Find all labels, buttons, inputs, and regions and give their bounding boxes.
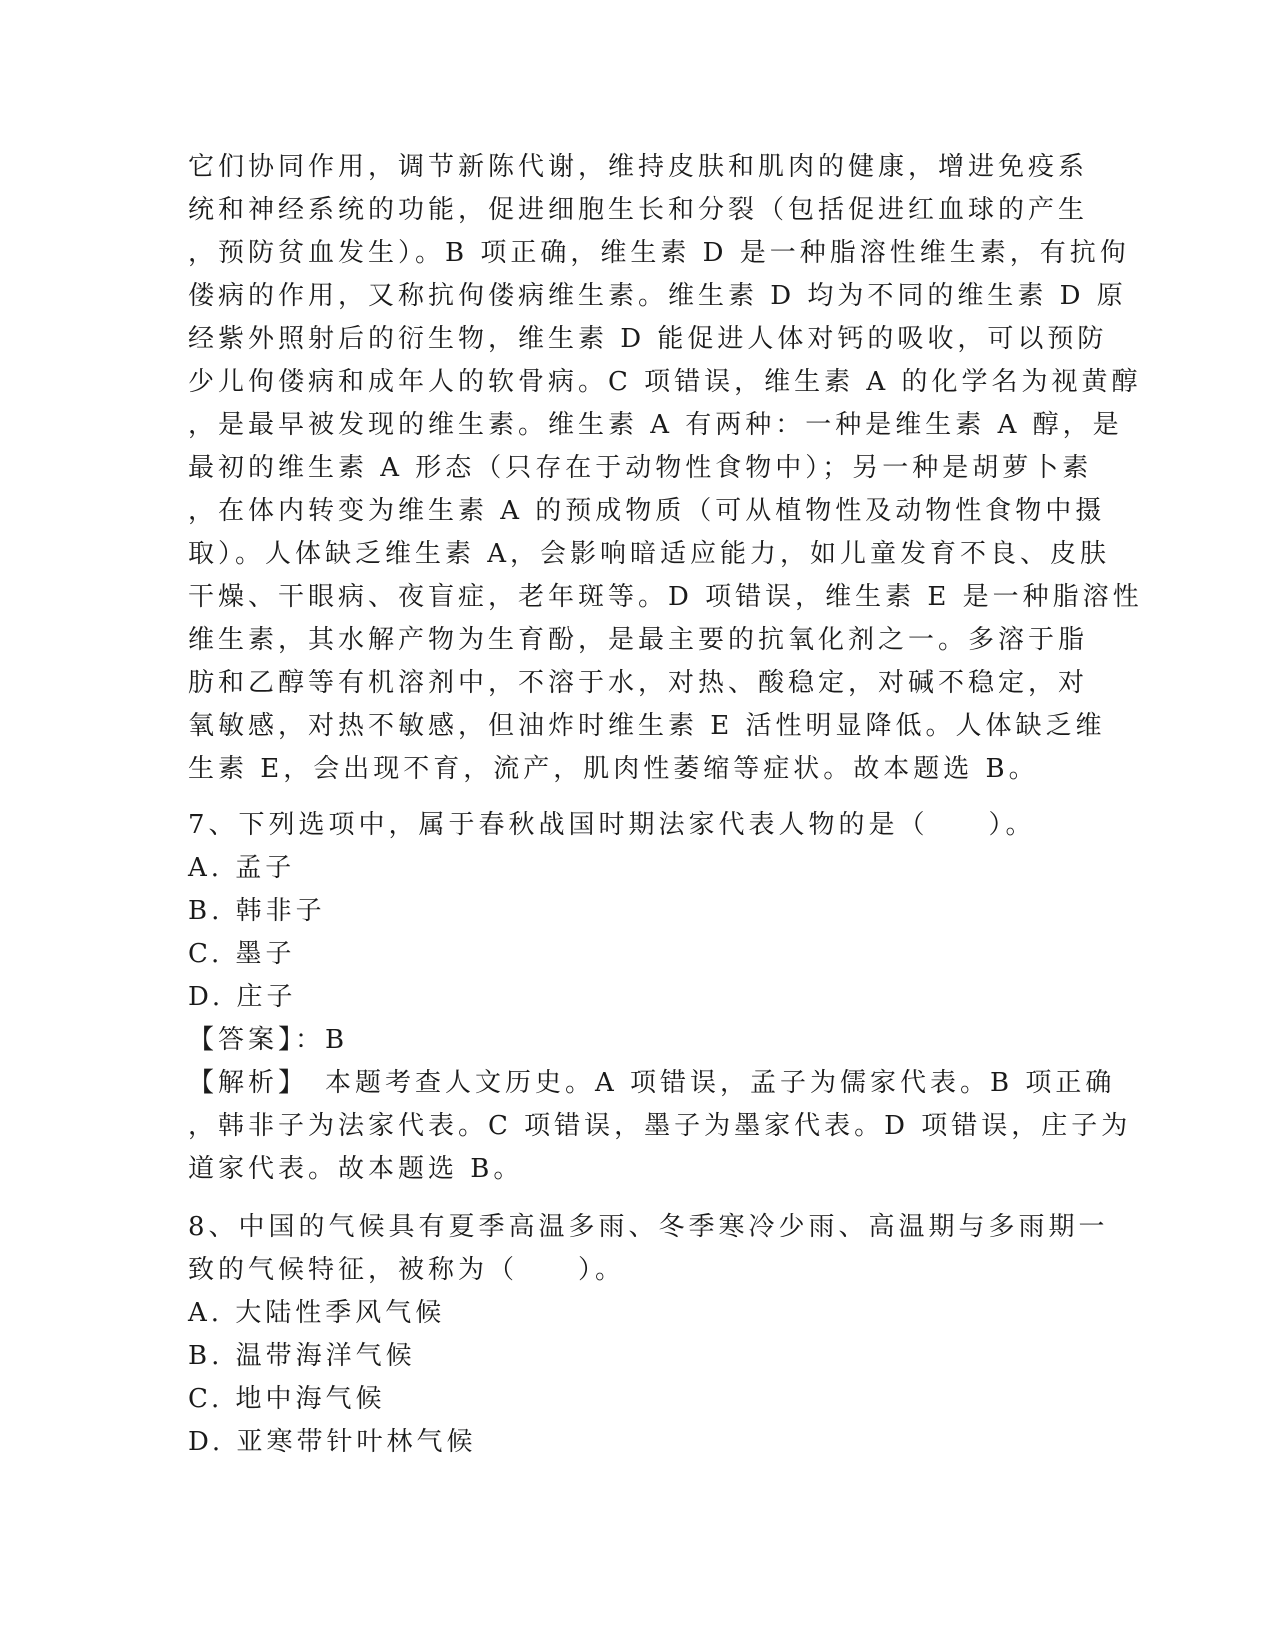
- explanation-line: 经紫外照射后的衍生物，维生素 D 能促进人体对钙的吸收，可以预防: [188, 324, 1108, 354]
- option-c: C. 地中海气候: [188, 1384, 386, 1414]
- option-a: A. 孟子: [188, 853, 296, 883]
- question-stem: 致的气候特征，被称为（ ）。: [188, 1255, 626, 1285]
- analysis-line: 道家代表。故本题选 B。: [188, 1154, 524, 1184]
- explanation-line: 生素 E，会出现不育，流产，肌肉性萎缩等症状。故本题选 B。: [188, 754, 1039, 784]
- explanation-line: 肪和乙醇等有机溶剂中，不溶于水，对热、酸稳定，对碱不稳定，对: [188, 668, 1089, 698]
- option-b: B. 温带海洋气候: [188, 1341, 416, 1371]
- explanation-line: 维生素，其水解产物为生育酚，是最主要的抗氧化剂之一。多溶于脂: [188, 625, 1089, 655]
- explanation-line: 统和神经系统的功能，促进细胞生长和分裂（包括促进红血球的产生: [188, 195, 1089, 225]
- question-stem: 7、下列选项中，属于春秋战国时期法家代表人物的是（ ）。: [188, 810, 1036, 840]
- explanation-line: 最初的维生素 A 形态（只存在于动物性食物中）；另一种是胡萝卜素: [188, 453, 1093, 483]
- explanation-line: 它们协同作用，调节新陈代谢，维持皮肤和肌肉的健康，增进免疫系: [188, 152, 1089, 182]
- explanation-line: 氧敏感，对热不敏感，但油炸时维生素 E 活性明显降低。人体缺乏维: [188, 711, 1106, 741]
- option-b: B. 韩非子: [188, 896, 326, 926]
- question-6-explanation: [188, 146, 1143, 791]
- explanation-line: ，在体内转变为维生素 A 的预成物质（可从植物性及动物性食物中摄: [188, 496, 1106, 526]
- option-a: A. 大陆性季风气候: [188, 1298, 446, 1328]
- page-content: [188, 146, 1143, 1464]
- explanation-line: ，预防贫血发生）。B 项正确，维生素 D 是一种脂溶性维生素，有抗佝: [188, 238, 1130, 268]
- question-8: [188, 1206, 1109, 1464]
- question-7: [188, 804, 1132, 1191]
- spacer: [188, 1191, 1088, 1206]
- option-d: D. 庄子: [188, 982, 297, 1012]
- question-stem: 8、中国的气候具有夏季高温多雨、冬季寒冷少雨、高温期与多雨期一: [188, 1212, 1109, 1242]
- explanation-line: 干燥、干眼病、夜盲症，老年斑等。D 项错误，维生素 E 是一种脂溶性: [188, 582, 1143, 612]
- explanation-line: ，是最早被发现的维生素。维生素 A 有两种：一种是维生素 A 醇，是: [188, 410, 1123, 440]
- explanation-line: 取）。人体缺乏维生素 A，会影响暗适应能力，如儿童发育不良、皮肤: [188, 539, 1111, 569]
- analysis-line: ，韩非子为法家代表。C 项错误，墨子为墨家代表。D 项错误，庄子为: [188, 1111, 1132, 1141]
- explanation-line: 偻病的作用，又称抗佝偻病维生素。维生素 D 均为不同的维生素 D 原: [188, 281, 1127, 311]
- spacer: [188, 791, 1088, 804]
- option-c: C. 墨子: [188, 939, 296, 969]
- answer-label: 【答案】：B: [188, 1025, 349, 1055]
- explanation-line: 少儿佝偻病和成年人的软骨病。C 项错误，维生素 A 的化学名为视黄醇: [188, 367, 1142, 397]
- option-d: D. 亚寒带针叶林气候: [188, 1427, 477, 1457]
- analysis-line: 【解析】 本题考查人文历史。A 项错误，孟子为儒家代表。B 项正确: [188, 1068, 1116, 1098]
